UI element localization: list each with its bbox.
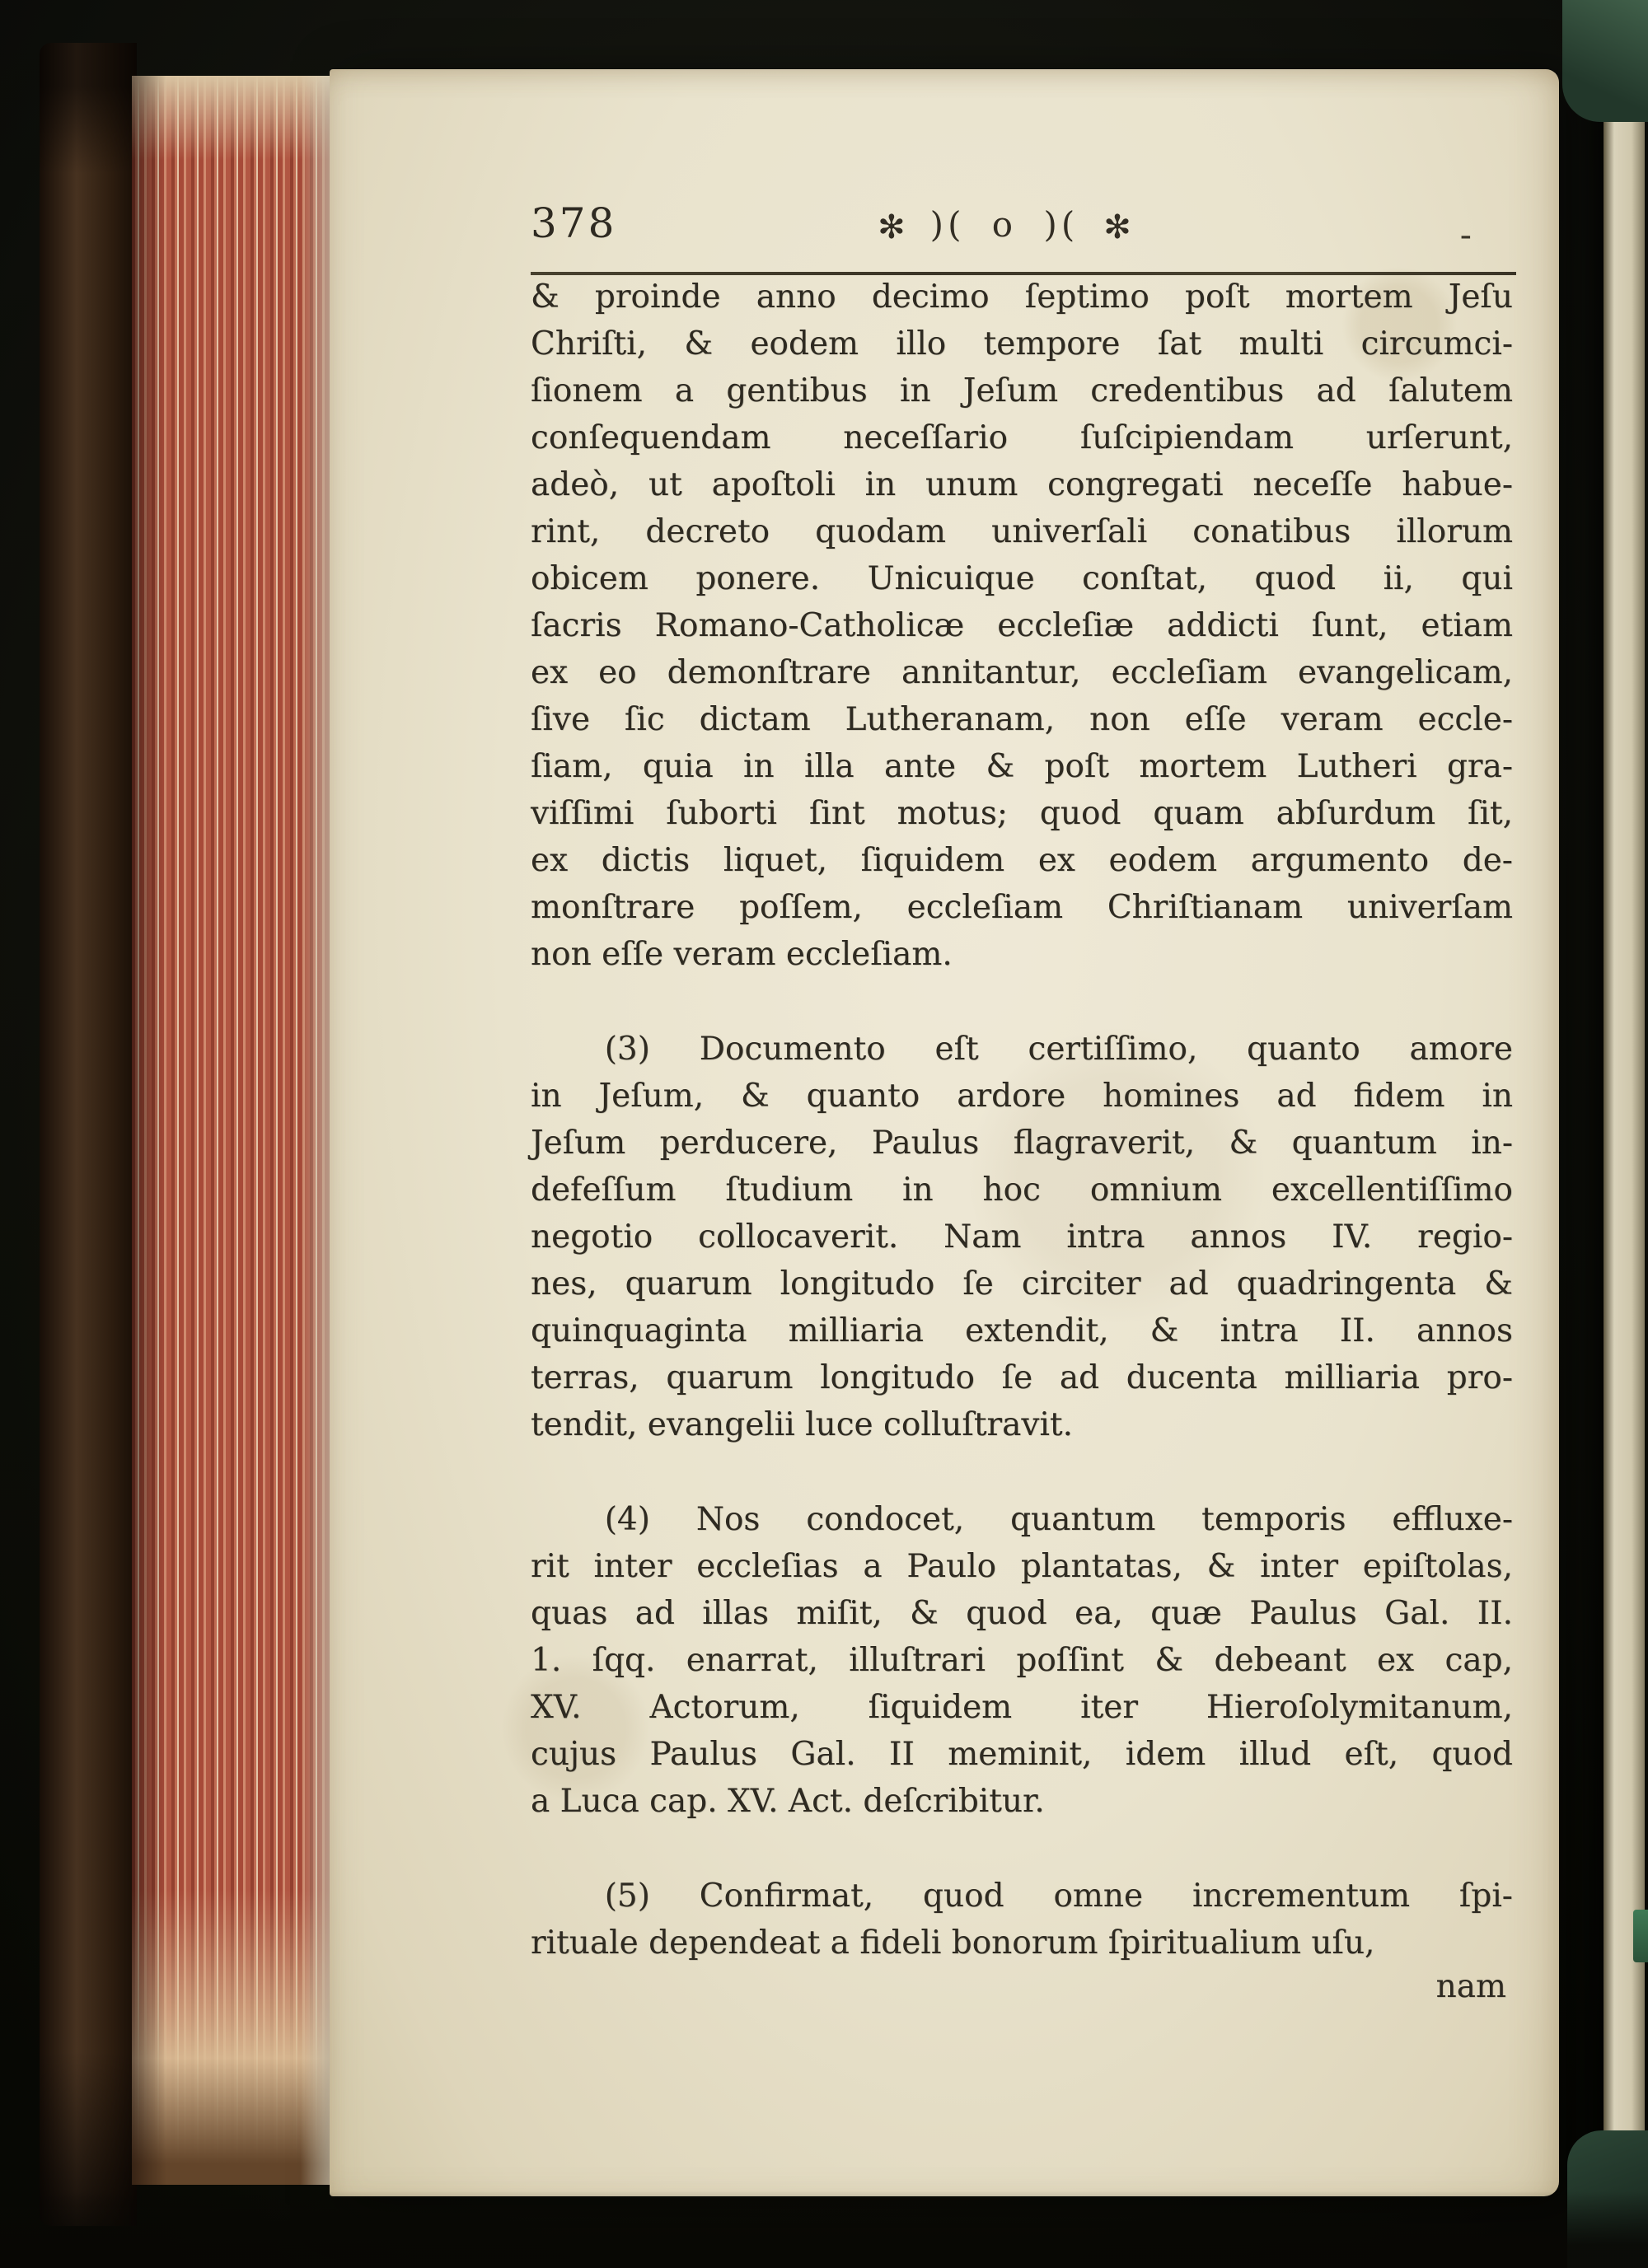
text-line: (3) Documento eſt certiſſimo, quanto amore xyxy=(604,1031,1513,1068)
book-page xyxy=(330,69,1559,2196)
text-line: negotio collocaverit. Nam intra annos IV. regio- xyxy=(531,1218,1513,1256)
page-header xyxy=(531,199,1515,260)
text-line: Jeſum perducere, Paulus flagraverit, & quantum in- xyxy=(531,1125,1513,1162)
text-block xyxy=(531,274,1513,2010)
text-line: obicem ponere. Unicuique conſtat, quod ii, qui xyxy=(531,560,1513,597)
text-line: adeò, ut apoſtoli in unum congregati neceſſe habue- xyxy=(531,466,1513,503)
page-fore-edges xyxy=(132,76,348,2185)
ornament-center: )( o )( xyxy=(929,204,1079,245)
text-line: ſionem a gentibus in Jeſum credentibus ad ſalutem xyxy=(531,372,1513,409)
text-line: rit inter eccleſias a Paulo plantatas, & inter epiſtolas, xyxy=(531,1548,1513,1585)
text-line: (5) Confirmat, quod omne incrementum ſpi- xyxy=(604,1878,1513,1915)
book-cover-green-tab xyxy=(1633,1910,1648,1962)
catchword: nam xyxy=(1435,1968,1506,2005)
fleuron-star-right-icon: ✻ xyxy=(1103,208,1131,246)
text-line: cujus Paulus Gal. II meminit, idem illud eſt, quod xyxy=(531,1736,1513,1773)
text-line: quas ad illas miſit, & quod ea, quæ Paulus Gal. II. xyxy=(531,1595,1513,1632)
text-line: ex dictis liquet, ſiquidem ex eodem argumento de- xyxy=(531,842,1513,879)
bottom-shadow xyxy=(0,2191,1648,2268)
book-cover-corner-top xyxy=(1562,0,1648,122)
text-line: 1. ſqq. enarrat, illuſtrari poſſint & debeant ex cap, xyxy=(531,1642,1513,1679)
text-line: monſtrare poſſem, eccleſiam Chriſtianam univerſam xyxy=(531,889,1513,926)
header-ornament xyxy=(853,204,1156,245)
text-line: a Luca cap. XV. Act. deſcribitur. xyxy=(531,1783,1045,1820)
paragraph xyxy=(531,1026,1513,1448)
text-line: defeſſum ſtudium in hoc omnium excellentiſſimo xyxy=(531,1171,1513,1209)
text-line: rint, decreto quodam univerſali conatibus illorum xyxy=(531,513,1513,550)
paragraph xyxy=(531,274,1513,978)
text-line: ſive ſic dictam Lutheranam, non eſſe veram eccle- xyxy=(531,701,1513,738)
header-stray-dash: - xyxy=(1459,214,1472,255)
text-line: ſacris Romano-Catholicæ eccleſiæ addicti ſunt, etiam xyxy=(531,607,1513,644)
text-line: ſiam, quia in illa ante & poſt mortem Lutheri gra- xyxy=(531,748,1513,785)
text-line: in Jeſum, & quanto ardore homines ad fidem in xyxy=(531,1078,1513,1115)
text-line: quinquaginta milliaria extendit, & intra II. annos xyxy=(531,1312,1513,1349)
text-line: XV. Actorum, ſiquidem iter Hieroſolymitanum, xyxy=(531,1689,1513,1726)
text-line: tendit, evangelii luce colluſtravit. xyxy=(531,1406,1073,1443)
text-line: ex eo demonſtrare annitantur, eccleſiam evangelicam, xyxy=(531,654,1513,691)
page-number: 378 xyxy=(531,199,617,247)
text-line: rituale dependeat a fideli bonorum ſpiritualium uſu, xyxy=(531,1924,1375,1962)
text-line: viſſimi ſuborti ſint motus; quod quam abſurdum ſit, xyxy=(531,795,1513,832)
fleuron-star-left-icon: ✻ xyxy=(878,208,906,246)
paragraph xyxy=(531,1496,1513,1825)
text-line: non eſſe veram eccleſiam. xyxy=(531,936,953,973)
text-line: (4) Nos condocet, quantum temporis effluxe- xyxy=(604,1501,1513,1538)
text-line: terras, quarum longitudo ſe ad ducenta milliaria pro- xyxy=(531,1359,1513,1396)
text-line: Chriſti, & eodem illo tempore ſat multi circumci- xyxy=(531,325,1513,362)
paragraph xyxy=(531,1873,1513,1966)
book-spine xyxy=(40,43,137,2226)
text-line: conſequendam neceſſario ſuſcipiendam urſerunt, xyxy=(531,419,1513,456)
text-line: nes, quarum longitudo ſe circiter ad quadringenta & xyxy=(531,1265,1513,1302)
text-line: & proinde anno decimo ſeptimo poſt mortem Jeſu xyxy=(531,278,1513,316)
